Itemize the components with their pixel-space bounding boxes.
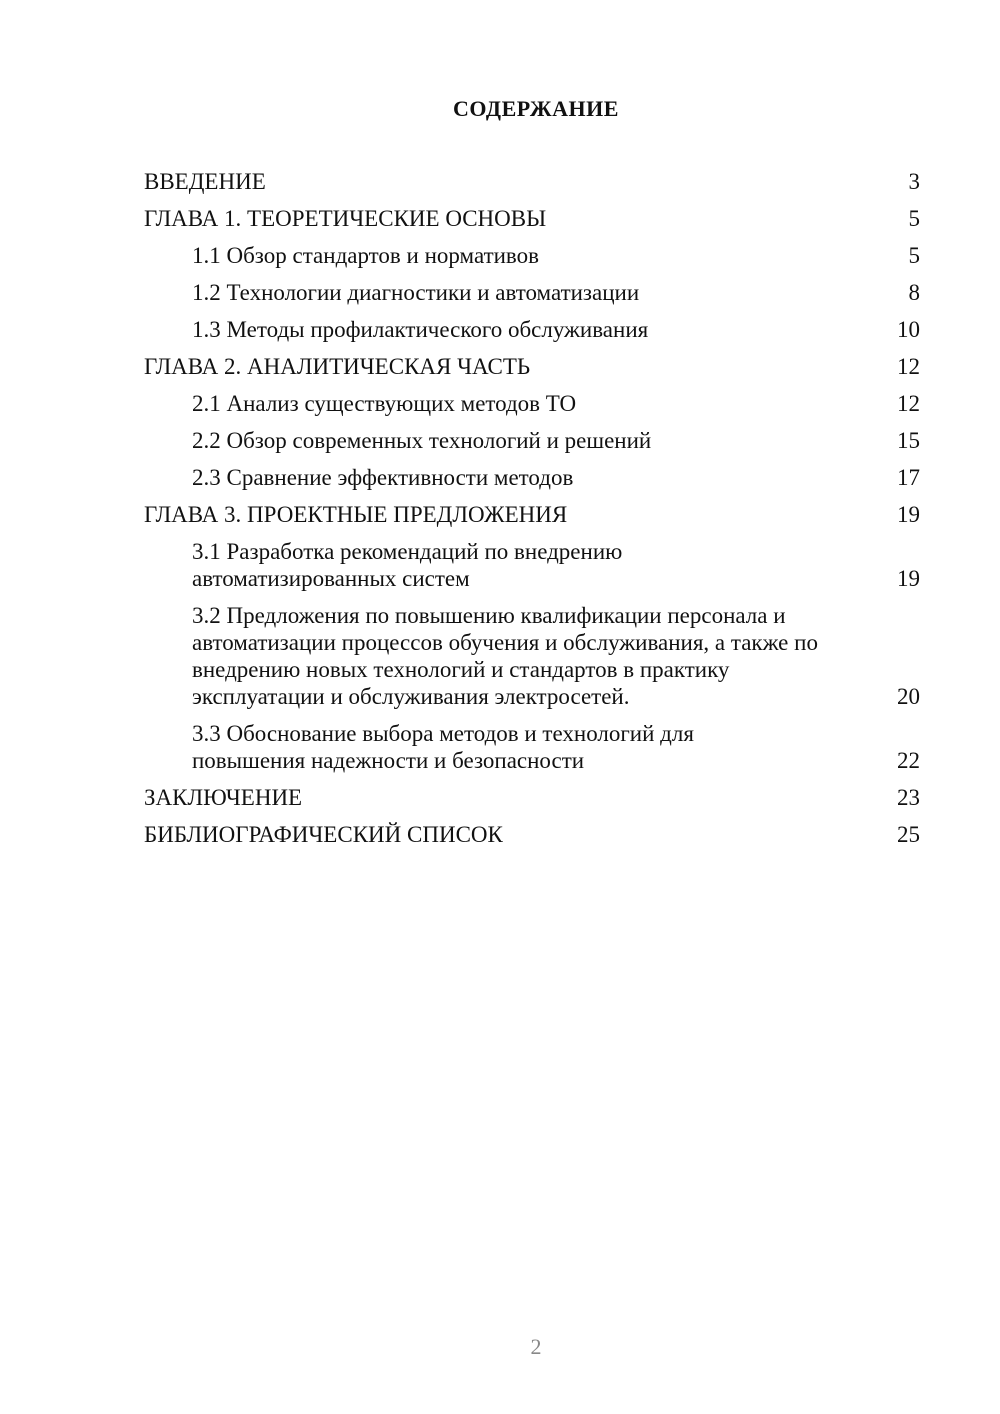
toc-entry-page: 19 bbox=[897, 502, 920, 527]
toc-entry bbox=[144, 279, 920, 306]
toc-entry-page: 15 bbox=[897, 428, 920, 453]
table-of-contents bbox=[144, 168, 920, 858]
toc-entry bbox=[144, 720, 920, 774]
toc-entry bbox=[144, 538, 920, 592]
toc-entry bbox=[144, 821, 920, 848]
page-number: 2 bbox=[530, 1334, 542, 1359]
toc-entry-page: 20 bbox=[897, 684, 920, 709]
toc-entry bbox=[144, 316, 920, 343]
toc-entry bbox=[144, 501, 920, 528]
toc-entry-text: 3.2 Предложения по повышению квалификации персонала и автоматизации процессов обучения и обслуживания, а также по внедрению новых технологий и стандартов в практику эксплуатации и обслуживания электросетей. bbox=[192, 603, 818, 709]
toc-entry-page: 19 bbox=[897, 566, 920, 591]
toc-entry-text: ЗАКЛЮЧЕНИЕ bbox=[144, 785, 303, 810]
toc-entry-text: 1.3 Методы профилактического обслуживания bbox=[192, 317, 649, 342]
toc-entry bbox=[144, 784, 920, 811]
toc-entry-page: 23 bbox=[897, 785, 920, 810]
toc-entry-text: ГЛАВА 2. АНАЛИТИЧЕСКАЯ ЧАСТЬ bbox=[144, 354, 531, 379]
toc-entry bbox=[144, 427, 920, 454]
toc-entry bbox=[144, 242, 920, 269]
toc-entry bbox=[144, 464, 920, 491]
toc-entry-text: 2.1 Анализ существующих методов ТО bbox=[192, 391, 577, 416]
toc-entry bbox=[144, 602, 920, 710]
toc-entry-text: ГЛАВА 1. ТЕОРЕТИЧЕСКИЕ ОСНОВЫ bbox=[144, 206, 547, 231]
toc-entry-text: 1.2 Технологии диагностики и автоматизации bbox=[192, 280, 640, 305]
toc-entry-page: 5 bbox=[908, 206, 920, 231]
toc-entry bbox=[144, 353, 920, 380]
toc-entry-text: ВВЕДЕНИЕ bbox=[144, 169, 266, 194]
toc-entry-page: 8 bbox=[908, 280, 920, 305]
toc-entry-page: 3 bbox=[908, 169, 920, 194]
toc-entry-page: 17 bbox=[897, 465, 920, 490]
toc-entry-page: 22 bbox=[897, 748, 920, 773]
toc-entry-page: 25 bbox=[897, 822, 920, 847]
toc-entry bbox=[144, 390, 920, 417]
toc-entry-text: БИБЛИОГРАФИЧЕСКИЙ СПИСОК bbox=[144, 822, 503, 847]
toc-entry-text: 1.1 Обзор стандартов и нормативов bbox=[192, 243, 539, 268]
toc-entry bbox=[144, 205, 920, 232]
toc-entry-text: 2.2 Обзор современных технологий и решений bbox=[192, 428, 652, 453]
toc-entry-page: 5 bbox=[908, 243, 920, 268]
toc-entry-text: ГЛАВА 3. ПРОЕКТНЫЕ ПРЕДЛОЖЕНИЯ bbox=[144, 502, 568, 527]
toc-entry-page: 12 bbox=[897, 354, 920, 379]
toc-entry-text: 2.3 Сравнение эффективности методов bbox=[192, 465, 574, 490]
toc-entry-text: 3.3 Обоснование выбора методов и технологий для повышения надежности и безопасности bbox=[192, 721, 694, 773]
toc-entry-text: 3.1 Разработка рекомендаций по внедрению автоматизированных систем bbox=[192, 539, 623, 591]
page-title: СОДЕРЖАНИЕ bbox=[453, 96, 619, 121]
toc-entry-page: 12 bbox=[897, 391, 920, 416]
toc-entry-page: 10 bbox=[897, 317, 920, 342]
toc-entry bbox=[144, 168, 920, 195]
